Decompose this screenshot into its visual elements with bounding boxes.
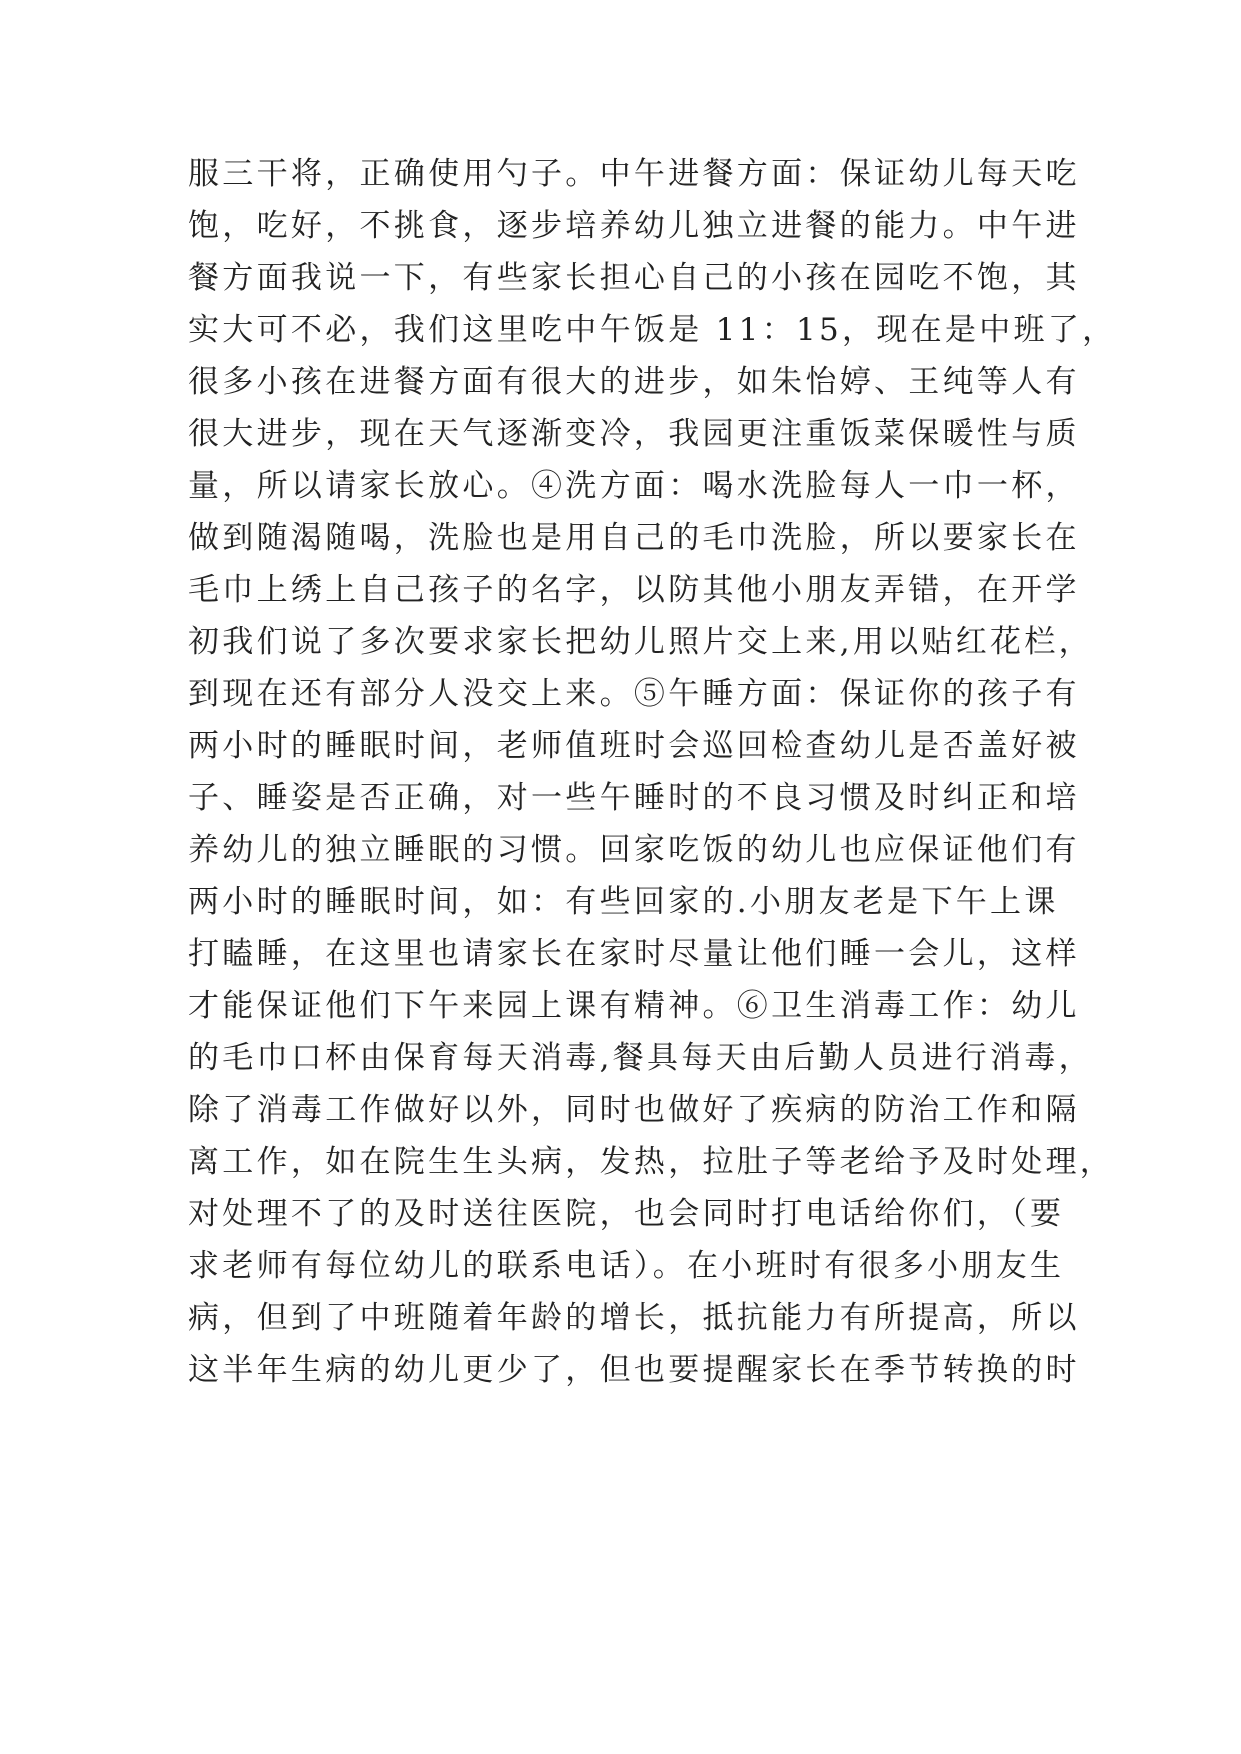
text-line-21: 对处理不了的及时送往医院，也会同时打电话给你们，（要	[188, 1196, 1065, 1232]
text-line-5: 很多小孩在进餐方面有很大的进步，如朱怡婷、王纯等人有	[188, 364, 1080, 400]
text-line-10: 初我们说了多次要求家长把幼儿照片交上来,用以贴红花栏，	[188, 624, 1093, 660]
text-line-16: 打瞌睡，在这里也请家长在家时尽量让他们睡一会儿，这样	[188, 936, 1080, 972]
text-line-23: 病，但到了中班随着年龄的增长，抵抗能力有所提高，所以	[188, 1300, 1080, 1336]
text-line-14: 养幼儿的独立睡眠的习惯。回家吃饭的幼儿也应保证他们有	[188, 832, 1080, 868]
text-line-3: 餐方面我说一下，有些家长担心自己的小孩在园吃不饱，其	[188, 260, 1080, 296]
text-line-2: 饱，吃好，不挑食，逐步培养幼儿独立进餐的能力。中午进	[188, 208, 1080, 244]
text-line-17: 才能保证他们下午来园上课有精神。⑥卫生消毒工作：幼儿	[188, 988, 1080, 1024]
text-line-1: 服三干将，正确使用勺子。中午进餐方面：保证幼儿每天吃	[188, 156, 1080, 192]
text-line-18: 的毛巾口杯由保育每天消毒,餐具每天由后勤人员进行消毒，	[188, 1040, 1093, 1076]
text-line-19: 除了消毒工作做好以外，同时也做好了疾病的防治工作和隔	[188, 1092, 1080, 1128]
text-line-13: 子、睡姿是否正确，对一些午睡时的不良习惯及时纠正和培	[188, 780, 1080, 816]
text-line-8: 做到随渴随喝，洗脸也是用自己的毛巾洗脸，所以要家长在	[188, 520, 1080, 556]
text-line-24: 这半年生病的幼儿更少了，但也要提醒家长在季节转换的时	[188, 1352, 1080, 1388]
text-line-11: 到现在还有部分人没交上来。⑤午睡方面：保证你的孩子有	[188, 676, 1080, 712]
text-line-4: 实大可不必，我们这里吃中午饭是 11：15，现在是中班了，	[188, 312, 1117, 348]
text-line-6: 很大进步，现在天气逐渐变冷，我园更注重饭菜保暖性与质	[188, 416, 1080, 452]
text-line-9: 毛巾上绣上自己孩子的名字，以防其他小朋友弄错，在开学	[188, 572, 1080, 608]
body-text	[188, 148, 1117, 1396]
text-line-20: 离工作，如在院生生头病，发热，拉肚子等老给予及时处理，	[188, 1144, 1115, 1180]
text-line-12: 两小时的睡眠时间，老师值班时会巡回检查幼儿是否盖好被	[188, 728, 1080, 764]
text-line-15: 两小时的睡眠时间，如：有些回家的.小朋友老是下午上课	[188, 884, 1059, 920]
text-line-22: 求老师有每位幼儿的联系电话）。在小班时有很多小朋友生	[188, 1248, 1065, 1284]
text-line-7: 量，所以请家长放心。④洗方面：喝水洗脸每人一巾一杯，	[188, 468, 1080, 504]
